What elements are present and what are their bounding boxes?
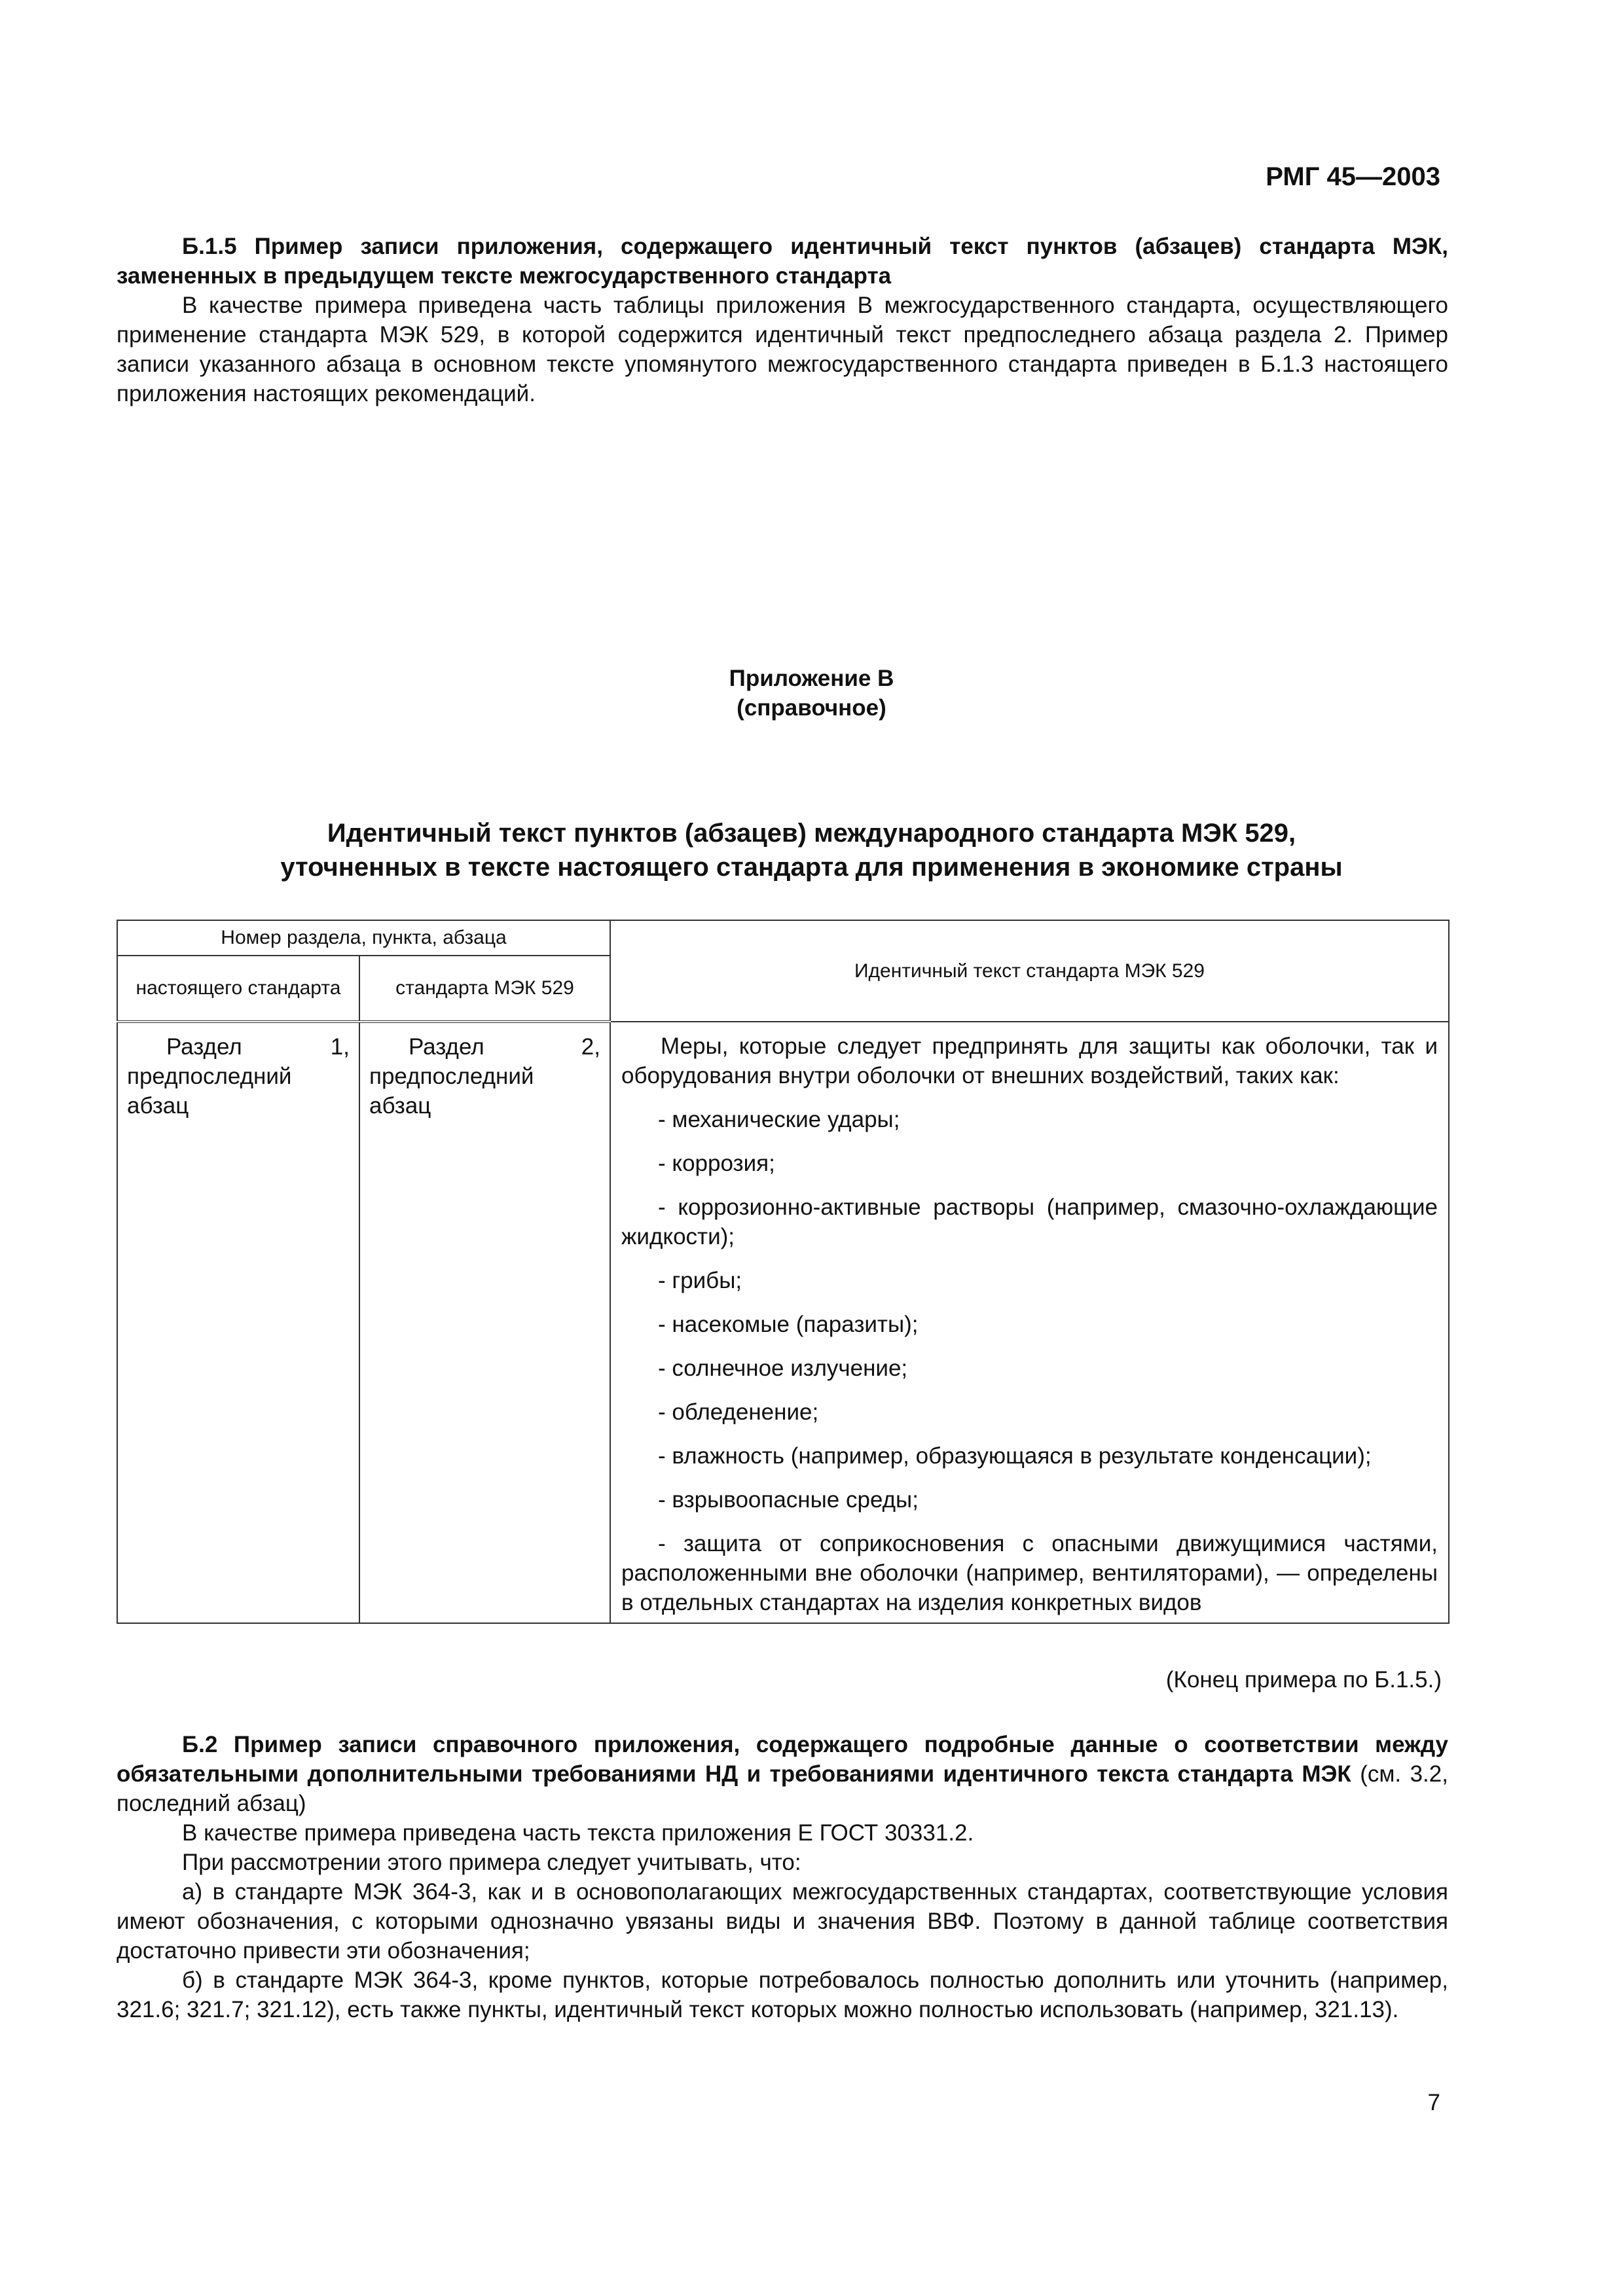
section-b2-para1: В качестве примера приведена часть текста приложения Е ГОСТ 30331.2. [182,1820,974,1846]
section-b2-heading-paragraph [117,1730,1448,1818]
table-header-col3: Идентичный текст стандарта МЭК 529 [610,920,1449,1022]
list-item: - защита от соприкосновения с опасными движущимися частями, расположенными вне оболочки (например, вентиляторами), — определены в отдельных стандартах на изделия конкретных видов [621,1531,1438,1615]
table-header-col1: настоящего стандарта [117,956,359,1022]
table-cell-intro: Меры, которые следует предпринять для защиты как оболочки, так и оборудования внутри оболочки от внешних воздействий, таких как: [621,1033,1438,1088]
section-b15 [117,232,1448,408]
list-item: - солнечное излучение; [658,1355,908,1381]
section-b15-paragraph: В качестве примера приведена часть таблицы приложения В межгосударственного стандарта, осуществляющего применение стандарта МЭК 529, в которой содержится идентичный текст предпоследнего абзаца раздела 2. Пример записи указанного абзаца в основном тексте упомянутого межгосударственного стандарта приведен в Б.1.3 настоящего приложения настоящих рекомендаций. [117,293,1448,406]
annex-label-block [0,664,1623,723]
table-cell-col1 [117,1022,359,1623]
correspondence-table [117,920,1450,1624]
annex-label: Приложение В [729,666,894,691]
list-item: - взрывоопасные среды; [658,1487,919,1513]
section-b15-heading: Б.1.5 Пример записи приложения, содержащего идентичный текст пунктов (абзацев) стандарта МЭК, замененных в предыдущем тексте межгосударственного стандарта [117,234,1448,289]
section-b2-para4: б) в стандарте МЭК 364-3, кроме пунктов, которые потребовалось полностью дополнить или уточнить (например, 321.6; 321.7; 321.12), есть также пункты, идентичный текст которых можно полностью использовать (например, 321.13). [117,1967,1448,2022]
page-number: 7 [1427,2090,1440,2115]
section-b2 [117,1730,1448,2024]
list-item: - обледенение; [658,1399,819,1425]
list-item: - коррозия; [658,1151,775,1176]
list-item: - грибы; [658,1268,742,1293]
section-b2-para2: При рассмотрении этого примера следует учитывать, что: [182,1850,801,1875]
table-row [117,1022,1449,1623]
table-cell-col2-text: Раздел 2, предпоследний абзац [369,1034,600,1119]
section-b2-heading: Б.2 Пример записи справочного приложения, содержащего подробные данные о соответствии между обязательными дополнительными требованиями НД и требованиями идентичного текста стандарта МЭК [117,1732,1448,1787]
section-b2-heading-suffix: (см. 3.2, последний абзац) [117,1761,1448,1816]
section-b2-para3: а) в стандарте МЭК 364-3, как и в основополагающих межгосударственных стандартах, соответствующие условия имеют обозначения, с которыми однозначно увязаны виды и значения ВВФ. Поэтому в данной таблице соответствия достаточно привести эти обозначения; [117,1879,1448,1964]
list-item: - насекомые (паразиты); [658,1312,919,1337]
list-item: - коррозионно-активные растворы (например, смазочно-охлаждающие жидкости); [621,1194,1438,1249]
annex-title [0,816,1623,884]
list-item: - влажность (например, образующаяся в результате конденсации); [658,1443,1372,1469]
annex-title-line1: Идентичный текст пунктов (абзацев) международного стандарта МЭК 529, [327,819,1296,848]
end-of-example-note: (Конец примера по Б.1.5.) [1165,1667,1442,1693]
annex-kind: (справочное) [737,695,886,721]
table-header-group: Номер раздела, пункта, абзаца [117,920,610,956]
annex-title-line2: уточненных в тексте настоящего стандарта для применения в экономике страны [280,853,1343,882]
list-item: - механические удары; [658,1107,900,1132]
document-code: РМГ 45—2003 [1266,162,1440,191]
table-cell-col3 [610,1022,1449,1623]
table-cell-col1-text: Раздел 1, предпоследний абзац [127,1034,350,1119]
table-cell-col2 [359,1022,610,1623]
table-header-col2: стандарта МЭК 529 [359,956,610,1022]
